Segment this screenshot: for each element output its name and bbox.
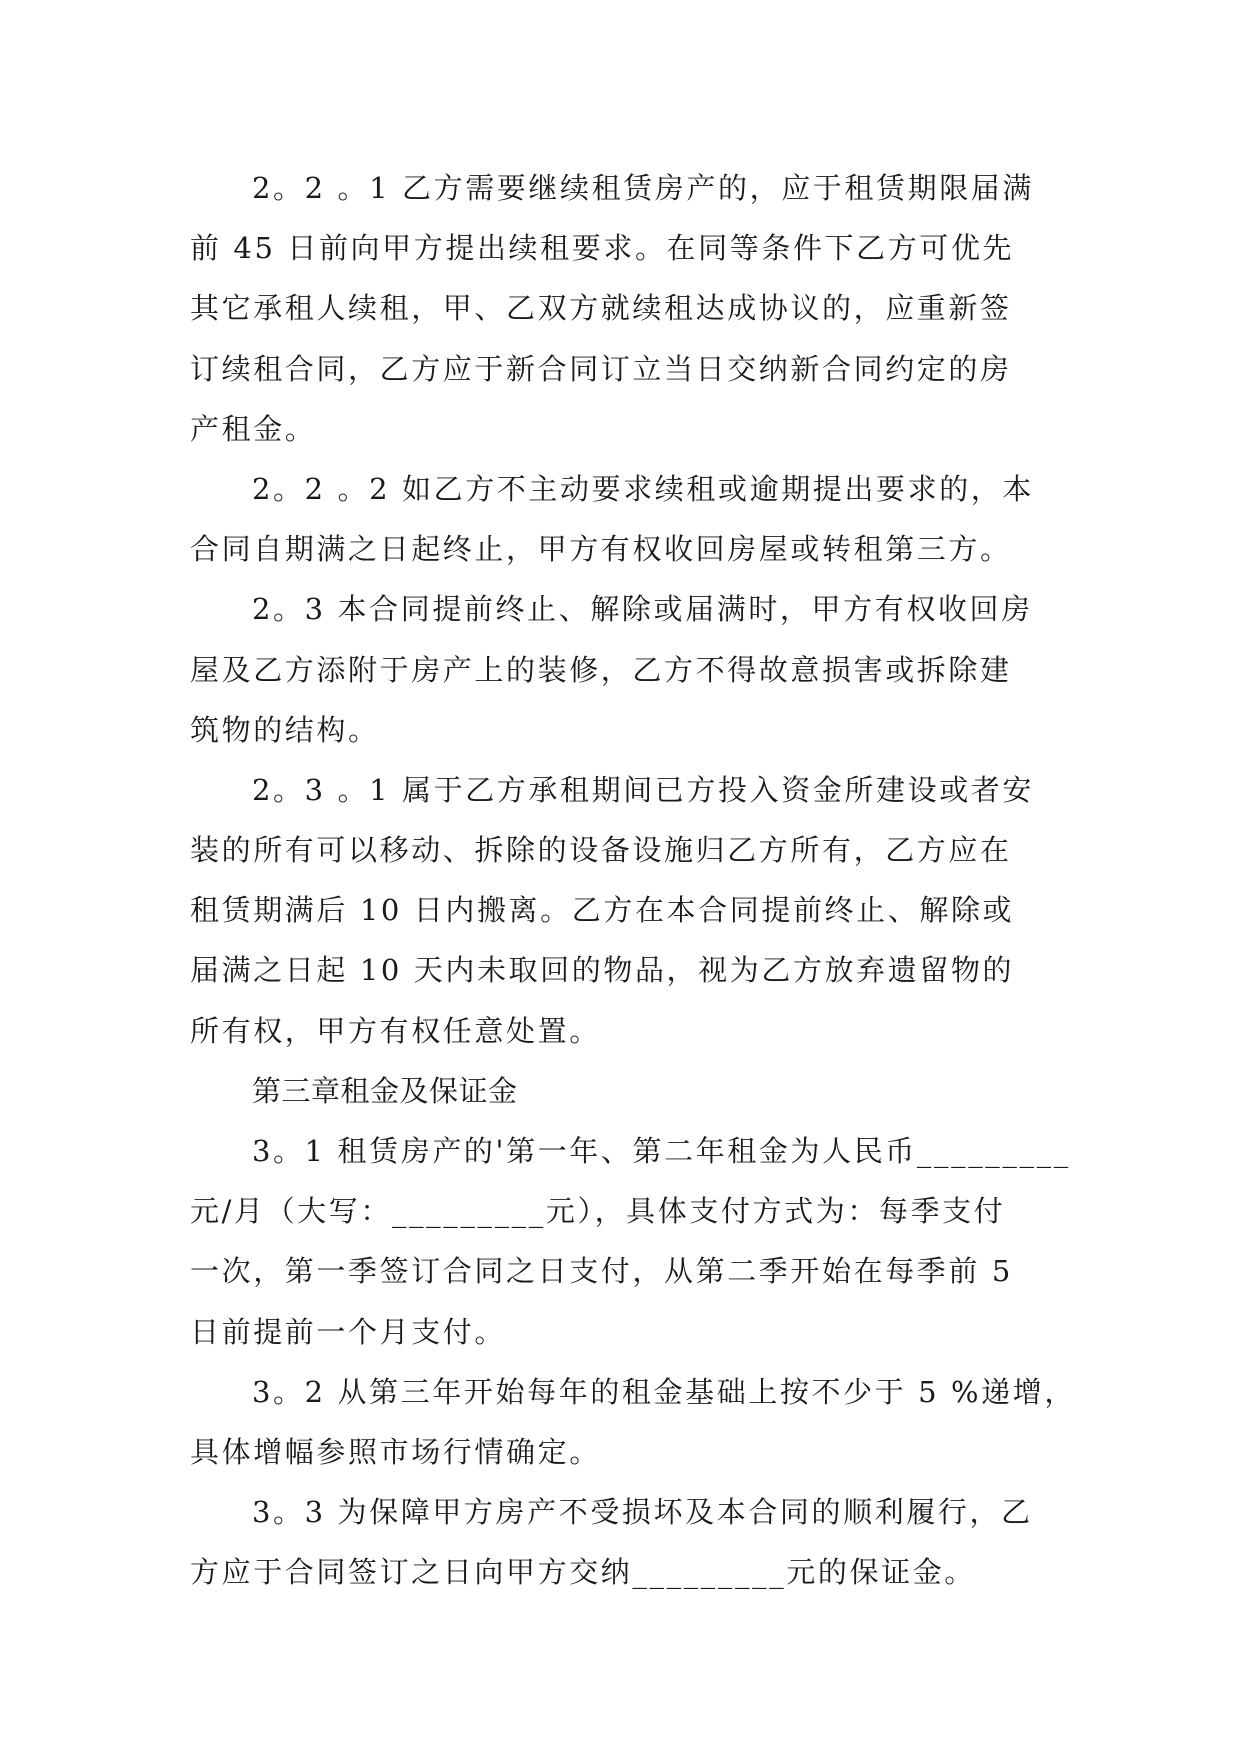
clause-3-1-line-3: 一次，第一季签订合同之日支付，从第二季开始在每季前 5	[190, 1254, 1013, 1289]
clause-2-2-2-line-2: 合同自期满之日起终止，甲方有权收回房屋或转租第三方。	[190, 532, 1012, 567]
clause-2-3-1-line-3: 租赁期满后 10 日内搬离。乙方在本合同提前终止、解除或	[190, 893, 1015, 928]
clause-3-3-line-2: 方应于合同签订之日向甲方交纳_________元的保证金。	[190, 1555, 976, 1590]
clause-3-2-line-1: 3。2 从第三年开始每年的租金基础上按不少于 5 %递增，	[252, 1374, 1076, 1409]
clause-3-1-line-2: 元/月（大写：_________元），具体支付方式为：每季支付	[190, 1194, 1006, 1229]
clause-2-3-line-2: 屋及乙方添附于房产上的装修，乙方不得故意损害或拆除建	[190, 652, 1012, 687]
clause-2-2-1-line-5: 产租金。	[190, 411, 317, 446]
chapter-3-heading: 第三章租金及保证金	[252, 1073, 518, 1108]
clause-2-3-1-line-4: 届满之日起 10 天内未取回的物品，视为乙方放弃遗留物的	[190, 953, 1015, 988]
clause-3-1-line-4: 日前提前一个月支付。	[190, 1314, 507, 1349]
clause-2-3-1-line-1: 2。3 。1 属于乙方承租期间已方投入资金所建设或者安	[252, 772, 1034, 807]
document-body	[190, 158, 1076, 1603]
clause-2-2-1-line-1: 2。2 。1 乙方需要继续租赁房产的，应于租赁期限届满	[252, 171, 1034, 205]
clause-2-2-1-line-4: 订续租合同，乙方应于新合同订立当日交纳新合同约定的房	[190, 351, 1012, 386]
clause-3-2-line-2: 具体增幅参照市场行情确定。	[190, 1434, 601, 1469]
clause-2-2-2-line-1: 2。2 。2 如乙方不主动要求续租或逾期提出要求的，本	[252, 471, 1034, 506]
clause-2-3-line-1: 2。3 本合同提前终止、解除或届满时，甲方有权收回房	[252, 592, 1033, 627]
clause-2-2-1-line-2: 前 45 日前向甲方提出续租要求。在同等条件下乙方可优先	[190, 231, 1015, 266]
clause-2-3-1-line-2: 装的所有可以移动、拆除的设备设施归乙方所有，乙方应在	[190, 833, 1012, 868]
clause-3-1-line-1: 3。1 租赁房产的'第一年、第二年租金为人民币_________	[252, 1134, 1071, 1168]
clause-2-2-1-line-3: 其它承租人续租，甲、乙双方就续租达成协议的，应重新签	[190, 291, 1012, 326]
clause-2-3-1-line-5: 所有权，甲方有权任意处置。	[190, 1013, 601, 1048]
clause-2-3-line-3: 筑物的结构。	[190, 712, 380, 747]
clause-3-3-line-1: 3。3 为保障甲方房产不受损坏及本合同的顺利履行，乙	[252, 1495, 1033, 1530]
